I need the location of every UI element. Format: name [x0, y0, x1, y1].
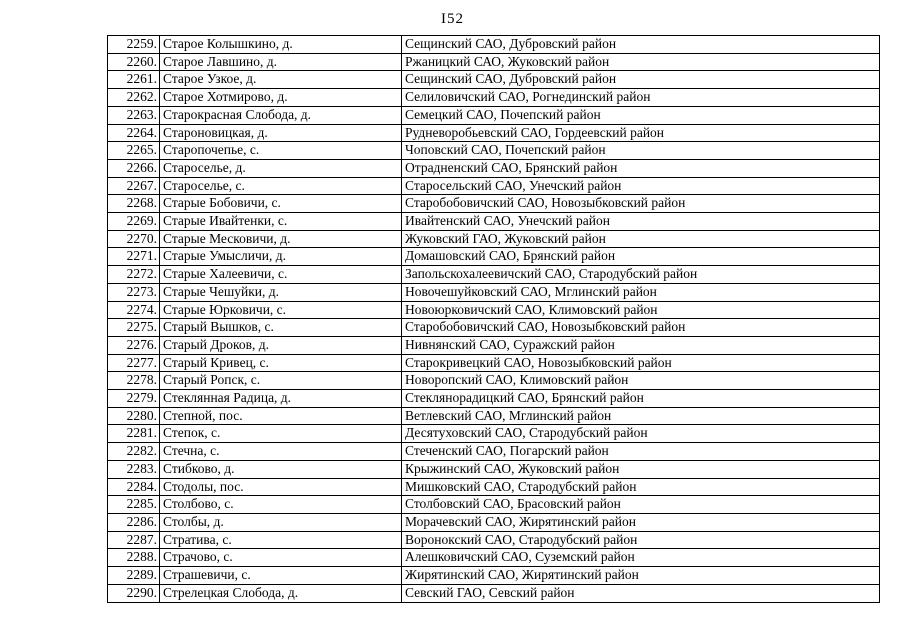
table-row	[108, 336, 880, 354]
row-number: 2269.	[108, 213, 160, 231]
settlement-name: Старые Чешуйки, д.	[160, 283, 402, 301]
administrative-district: Чоповский САО, Почепский район	[402, 142, 880, 160]
administrative-district: Стеклянорадицкий САО, Брянский район	[402, 390, 880, 408]
administrative-district: Морачевский САО, Жирятинский район	[402, 513, 880, 531]
administrative-district: Сещинский САО, Дубровский район	[402, 71, 880, 89]
row-number: 2288.	[108, 549, 160, 567]
row-number: 2263.	[108, 106, 160, 124]
table-row	[108, 496, 880, 514]
administrative-district: Новоропский САО, Климовский район	[402, 372, 880, 390]
administrative-district: Сещинский САО, Дубровский район	[402, 36, 880, 54]
table-row	[108, 301, 880, 319]
row-number: 2290.	[108, 584, 160, 602]
row-number: 2289.	[108, 567, 160, 585]
row-number: 2286.	[108, 513, 160, 531]
settlement-name: Старые Умысличи, д.	[160, 248, 402, 266]
table-row	[108, 425, 880, 443]
row-number: 2262.	[108, 89, 160, 107]
administrative-district: Алешковичский САО, Суземский район	[402, 549, 880, 567]
table-row	[108, 177, 880, 195]
settlement-name: Степок, с.	[160, 425, 402, 443]
settlement-name: Столбы, д.	[160, 513, 402, 531]
table-row	[108, 53, 880, 71]
table-row	[108, 460, 880, 478]
settlement-name: Старые Месковичи, д.	[160, 230, 402, 248]
row-number: 2277.	[108, 354, 160, 372]
administrative-district: Нивнянский САО, Суражский район	[402, 336, 880, 354]
row-number: 2264.	[108, 124, 160, 142]
settlement-name: Староселье, с.	[160, 177, 402, 195]
row-number: 2278.	[108, 372, 160, 390]
administrative-district: Старобобовичский САО, Новозыбковский район	[402, 319, 880, 337]
table-row	[108, 567, 880, 585]
administrative-district: Крыжинский САО, Жуковский район	[402, 460, 880, 478]
settlement-name: Старый Кривец, с.	[160, 354, 402, 372]
settlement-name: Старопочепье, с.	[160, 142, 402, 160]
administrative-district: Отрадненский САО, Брянский район	[402, 159, 880, 177]
settlement-name: Старое Узкое, д.	[160, 71, 402, 89]
administrative-district: Новоюрковичский САО, Климовский район	[402, 301, 880, 319]
table-row	[108, 584, 880, 602]
settlement-name: Страчово, с.	[160, 549, 402, 567]
settlement-name: Старые Халеевичи, с.	[160, 266, 402, 284]
table-row	[108, 443, 880, 461]
table-row	[108, 531, 880, 549]
administrative-district: Ивайтенский САО, Унечский район	[402, 213, 880, 231]
settlement-name: Старое Хотмирово, д.	[160, 89, 402, 107]
settlement-name: Староновицкая, д.	[160, 124, 402, 142]
row-number: 2270.	[108, 230, 160, 248]
settlement-name: Старые Юрковичи, с.	[160, 301, 402, 319]
row-number: 2282.	[108, 443, 160, 461]
table-row	[108, 195, 880, 213]
administrative-district: Старокривецкий САО, Новозыбковский район	[402, 354, 880, 372]
administrative-district: Воронокский САО, Стародубский район	[402, 531, 880, 549]
settlement-name: Стодолы, пос.	[160, 478, 402, 496]
table-row	[108, 407, 880, 425]
row-number: 2259.	[108, 36, 160, 54]
table-row	[108, 71, 880, 89]
administrative-district: Мишковский САО, Стародубский район	[402, 478, 880, 496]
row-number: 2273.	[108, 283, 160, 301]
table-row	[108, 89, 880, 107]
settlement-name: Столбово, с.	[160, 496, 402, 514]
settlement-name: Степной, пос.	[160, 407, 402, 425]
settlement-name: Старый Дроков, д.	[160, 336, 402, 354]
table-row	[108, 142, 880, 160]
row-number: 2284.	[108, 478, 160, 496]
table-row	[108, 390, 880, 408]
row-number: 2275.	[108, 319, 160, 337]
settlement-name: Стечна, с.	[160, 443, 402, 461]
row-number: 2267.	[108, 177, 160, 195]
row-number: 2260.	[108, 53, 160, 71]
administrative-district: Ветлевский САО, Мглинский район	[402, 407, 880, 425]
administrative-district: Старобобовичский САО, Новозыбковский район	[402, 195, 880, 213]
row-number: 2280.	[108, 407, 160, 425]
administrative-district: Жирятинский САО, Жирятинский район	[402, 567, 880, 585]
table-row	[108, 230, 880, 248]
row-number: 2265.	[108, 142, 160, 160]
administrative-district: Домашовский САО, Брянский район	[402, 248, 880, 266]
administrative-district: Семецкий САО, Почепский район	[402, 106, 880, 124]
row-number: 2287.	[108, 531, 160, 549]
settlement-name: Стеклянная Радица, д.	[160, 390, 402, 408]
administrative-district: Жуковский ГАО, Жуковский район	[402, 230, 880, 248]
table-row	[108, 106, 880, 124]
table-row	[108, 478, 880, 496]
administrative-district: Столбовский САО, Брасовский район	[402, 496, 880, 514]
table-row	[108, 549, 880, 567]
settlement-name: Староселье, д.	[160, 159, 402, 177]
administrative-district: Старосельский САО, Унечский район	[402, 177, 880, 195]
administrative-district: Стеченский САО, Погарский район	[402, 443, 880, 461]
administrative-district: Рудневоробьевский САО, Гордеевский район	[402, 124, 880, 142]
administrative-district: Десятуховский САО, Стародубский район	[402, 425, 880, 443]
administrative-district: Новочешуйковский САО, Мглинский район	[402, 283, 880, 301]
settlement-name: Старый Ропск, с.	[160, 372, 402, 390]
administrative-district: Ржаницкий САО, Жуковский район	[402, 53, 880, 71]
settlement-name: Старое Колышкино, д.	[160, 36, 402, 54]
settlement-name: Старые Бобовичи, с.	[160, 195, 402, 213]
settlement-name: Старые Ивайтенки, с.	[160, 213, 402, 231]
settlement-name: Стрелецкая Слобода, д.	[160, 584, 402, 602]
row-number: 2271.	[108, 248, 160, 266]
settlement-table	[107, 35, 880, 603]
table-row	[108, 159, 880, 177]
administrative-district: Селиловичский САО, Рогнединский район	[402, 89, 880, 107]
table-row	[108, 283, 880, 301]
table-row	[108, 213, 880, 231]
row-number: 2272.	[108, 266, 160, 284]
row-number: 2266.	[108, 159, 160, 177]
settlement-name: Стибково, д.	[160, 460, 402, 478]
settlement-name: Стратива, с.	[160, 531, 402, 549]
row-number: 2285.	[108, 496, 160, 514]
table-row	[108, 372, 880, 390]
row-number: 2274.	[108, 301, 160, 319]
administrative-district: Запольскохалеевичский САО, Стародубский район	[402, 266, 880, 284]
table-row	[108, 248, 880, 266]
settlement-name: Старокрасная Слобода, д.	[160, 106, 402, 124]
table-row	[108, 36, 880, 54]
row-number: 2276.	[108, 336, 160, 354]
table-row	[108, 124, 880, 142]
settlement-name: Страшевичи, с.	[160, 567, 402, 585]
settlement-name: Старое Лавшино, д.	[160, 53, 402, 71]
table-row	[108, 354, 880, 372]
table-row	[108, 266, 880, 284]
row-number: 2281.	[108, 425, 160, 443]
settlement-name: Старый Вышков, с.	[160, 319, 402, 337]
administrative-district: Севский ГАО, Севский район	[402, 584, 880, 602]
row-number: 2279.	[108, 390, 160, 408]
row-number: 2283.	[108, 460, 160, 478]
table-row	[108, 319, 880, 337]
row-number: 2268.	[108, 195, 160, 213]
row-number: 2261.	[108, 71, 160, 89]
page-number: I52	[441, 11, 464, 27]
table-row	[108, 513, 880, 531]
settlement-table-body	[108, 36, 880, 603]
